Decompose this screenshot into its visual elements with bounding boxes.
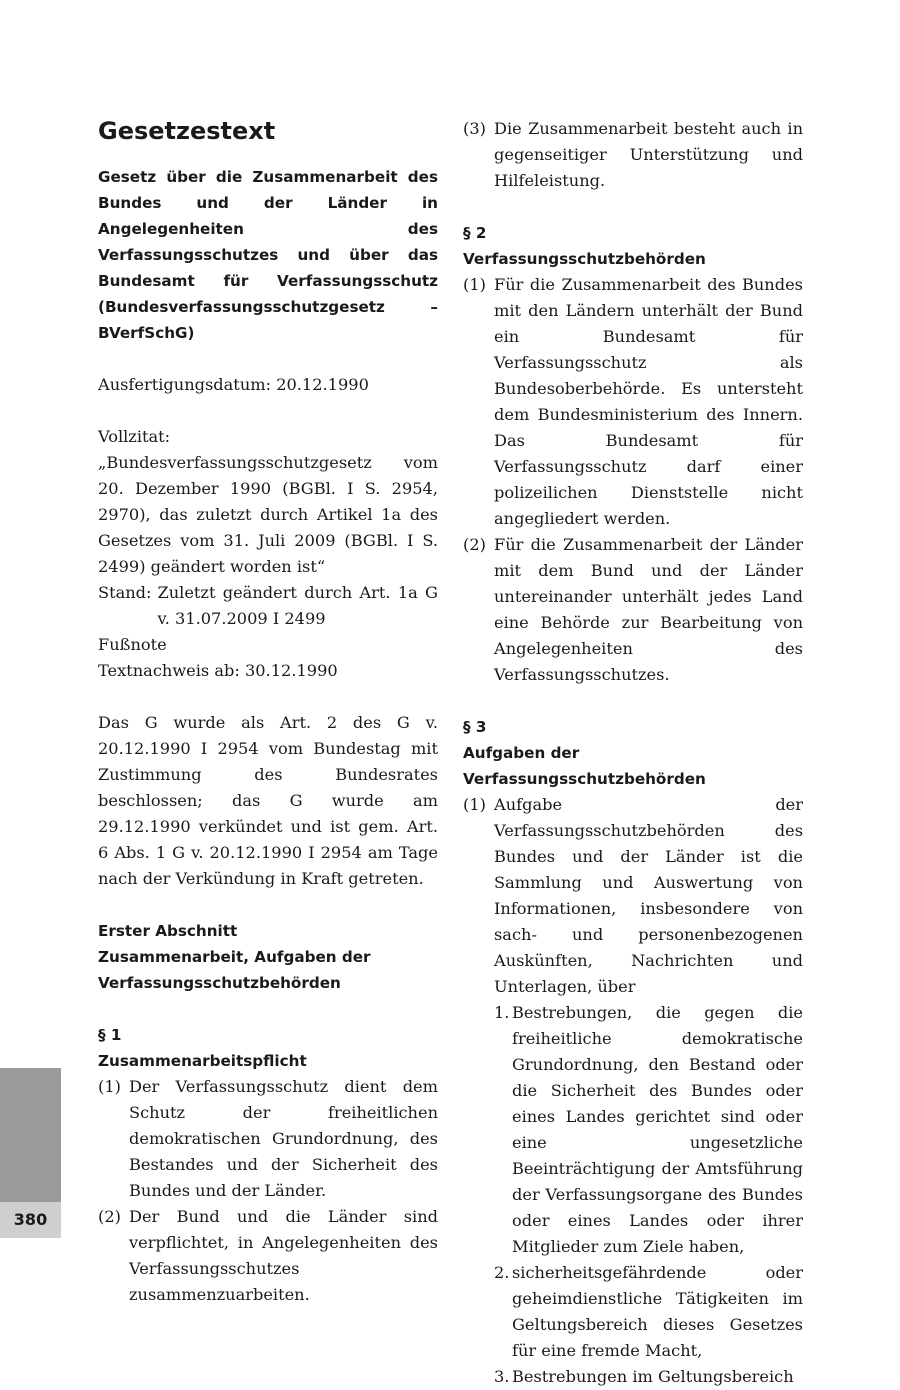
paragraph-number: (1) — [463, 275, 486, 294]
section-1 — [98, 1022, 438, 1308]
paragraph-text: Für die Zusammenarbeit der Länder mit dem Bund und der Länder untereinander unterhält jedes Land eine Behörde zur Bearbeitung von Angelegenheiten des Verfassungsschutzes. — [494, 535, 803, 684]
paragraph-item — [463, 532, 803, 688]
metadata-block — [98, 424, 438, 684]
paragraph-item — [98, 1204, 438, 1308]
list-item — [494, 1000, 803, 1260]
fussnote: Fußnote — [98, 635, 167, 654]
list-number: 3. — [494, 1367, 510, 1386]
paragraph-item — [463, 272, 803, 532]
stand-row — [98, 580, 438, 632]
list-text: Bestrebungen im Geltungsbereich — [512, 1367, 794, 1386]
law-title: Gesetz über die Zusammenarbeit des Bundes und der Länder in Angelegenheiten des Verfassungsschutzes und über das Bundesamt für Verfassungsschutz (Bundesverfassungsschutzgesetz – BVerfSchG) — [98, 168, 438, 342]
section-3 — [463, 714, 803, 1390]
paragraph-item — [463, 792, 803, 1390]
section-title: Aufgaben der Verfassungsschutzbehörden — [463, 744, 706, 788]
stand-label: Stand: — [98, 583, 152, 602]
side-tab — [0, 1068, 61, 1206]
section-number: § 2 — [463, 224, 487, 242]
paragraph-text: Die Zusammenarbeit besteht auch in gegenseitiger Unterstützung und Hilfeleistung. — [494, 119, 803, 190]
page-number: 380 — [0, 1202, 61, 1238]
left-column — [98, 116, 438, 1308]
paragraph-number: (1) — [463, 795, 486, 814]
section-title: Zusammenarbeitspflicht — [98, 1052, 307, 1070]
paragraph-body — [494, 792, 803, 1390]
list-item — [494, 1364, 803, 1390]
abschnitt-title: Zusammenarbeit, Aufgaben der Verfassungsschutzbehörden — [98, 948, 371, 992]
paragraph-number: (2) — [98, 1207, 121, 1226]
paragraph-item — [98, 1074, 438, 1204]
vollzitat-text: „Bundesverfassungsschutzgesetz vom 20. Dezember 1990 (BGBl. I S. 2954, 2970), das zuletzt durch Artikel 1a des Gesetzes vom 31. Juli 2009 (BGBl. I S. 2499) geändert worden ist“ — [98, 453, 438, 576]
vollzitat-label: Vollzitat: — [98, 427, 171, 446]
list-number: 2. — [494, 1263, 510, 1282]
section-number: § 1 — [98, 1026, 122, 1044]
section-title: Verfassungsschutzbehörden — [463, 250, 706, 268]
paragraph-text: Der Bund und die Länder sind verpflichtet, in Angelegenheiten des Verfassungsschutzes zusammenzuarbeiten. — [129, 1207, 438, 1304]
right-column — [463, 116, 803, 1390]
textnachweis: Textnachweis ab: 30.12.1990 — [98, 661, 338, 680]
paragraph-text: Aufgabe der Verfassungsschutzbehörden des Bundes und der Länder ist die Sammlung und Auswertung von Informationen, insbesondere von sach- und personenbezogenen Auskünften, Nachrichten und Unterlagen, über — [494, 795, 803, 996]
paragraph-text: Der Verfassungsschutz dient dem Schutz der freiheitlichen demokratischen Grundordnung, des Bestandes und der Sicherheit des Bundes und der Länder. — [129, 1077, 438, 1200]
paragraph-number: (1) — [98, 1077, 121, 1096]
stand-text: Zuletzt geändert durch Art. 1a G v. 31.07.2009 I 2499 — [157, 583, 438, 628]
section-number: § 3 — [463, 718, 487, 736]
abschnitt-label: Erster Abschnitt — [98, 922, 238, 940]
abschnitt-heading — [98, 918, 438, 996]
paragraph-number: (2) — [463, 535, 486, 554]
list-text: Bestrebungen, die gegen die freiheitliche demokratische Grundordnung, den Bestand oder die Sicherheit des Bundes oder eines Landes gerichtet sind oder eine ungesetzliche Beeinträchtigung der Amtsführung der Verfassungsorgane des Bundes oder eines Landes oder ihrer Mitglieder zum Ziele haben, — [512, 1003, 803, 1256]
paragraph-text: Für die Zusammenarbeit des Bundes mit den Ländern unterhält der Bund ein Bundesamt für Verfassungsschutz als Bundesoberbehörde. Es untersteht dem Bundesministerium des Innern. Das Bundesamt für Verfassungsschutz darf einer polizeilichen Dienststelle nicht angegliedert werden. — [494, 275, 803, 528]
paragraph-item — [463, 116, 803, 194]
ausfertigungsdatum: Ausfertigungsdatum: 20.12.1990 — [98, 375, 369, 394]
paragraph-number: (3) — [463, 119, 486, 138]
list-text: sicherheitsgefährdende oder geheimdienstliche Tätigkeiten im Geltungsbereich dieses Gesetzes für eine fremde Macht, — [512, 1263, 803, 1360]
page-heading: Gesetzestext — [98, 117, 276, 145]
section-2 — [463, 220, 803, 688]
enactment-note: Das G wurde als Art. 2 des G v. 20.12.1990 I 2954 vom Bundestag mit Zustimmung des Bundesrates beschlossen; das G wurde am 29.12.1990 verkündet und ist gem. Art. 6 Abs. 1 G v. 20.12.1990 I 2954 am Tage nach der Verkündung in Kraft getreten. — [98, 713, 438, 888]
list-number: 1. — [494, 1003, 510, 1022]
